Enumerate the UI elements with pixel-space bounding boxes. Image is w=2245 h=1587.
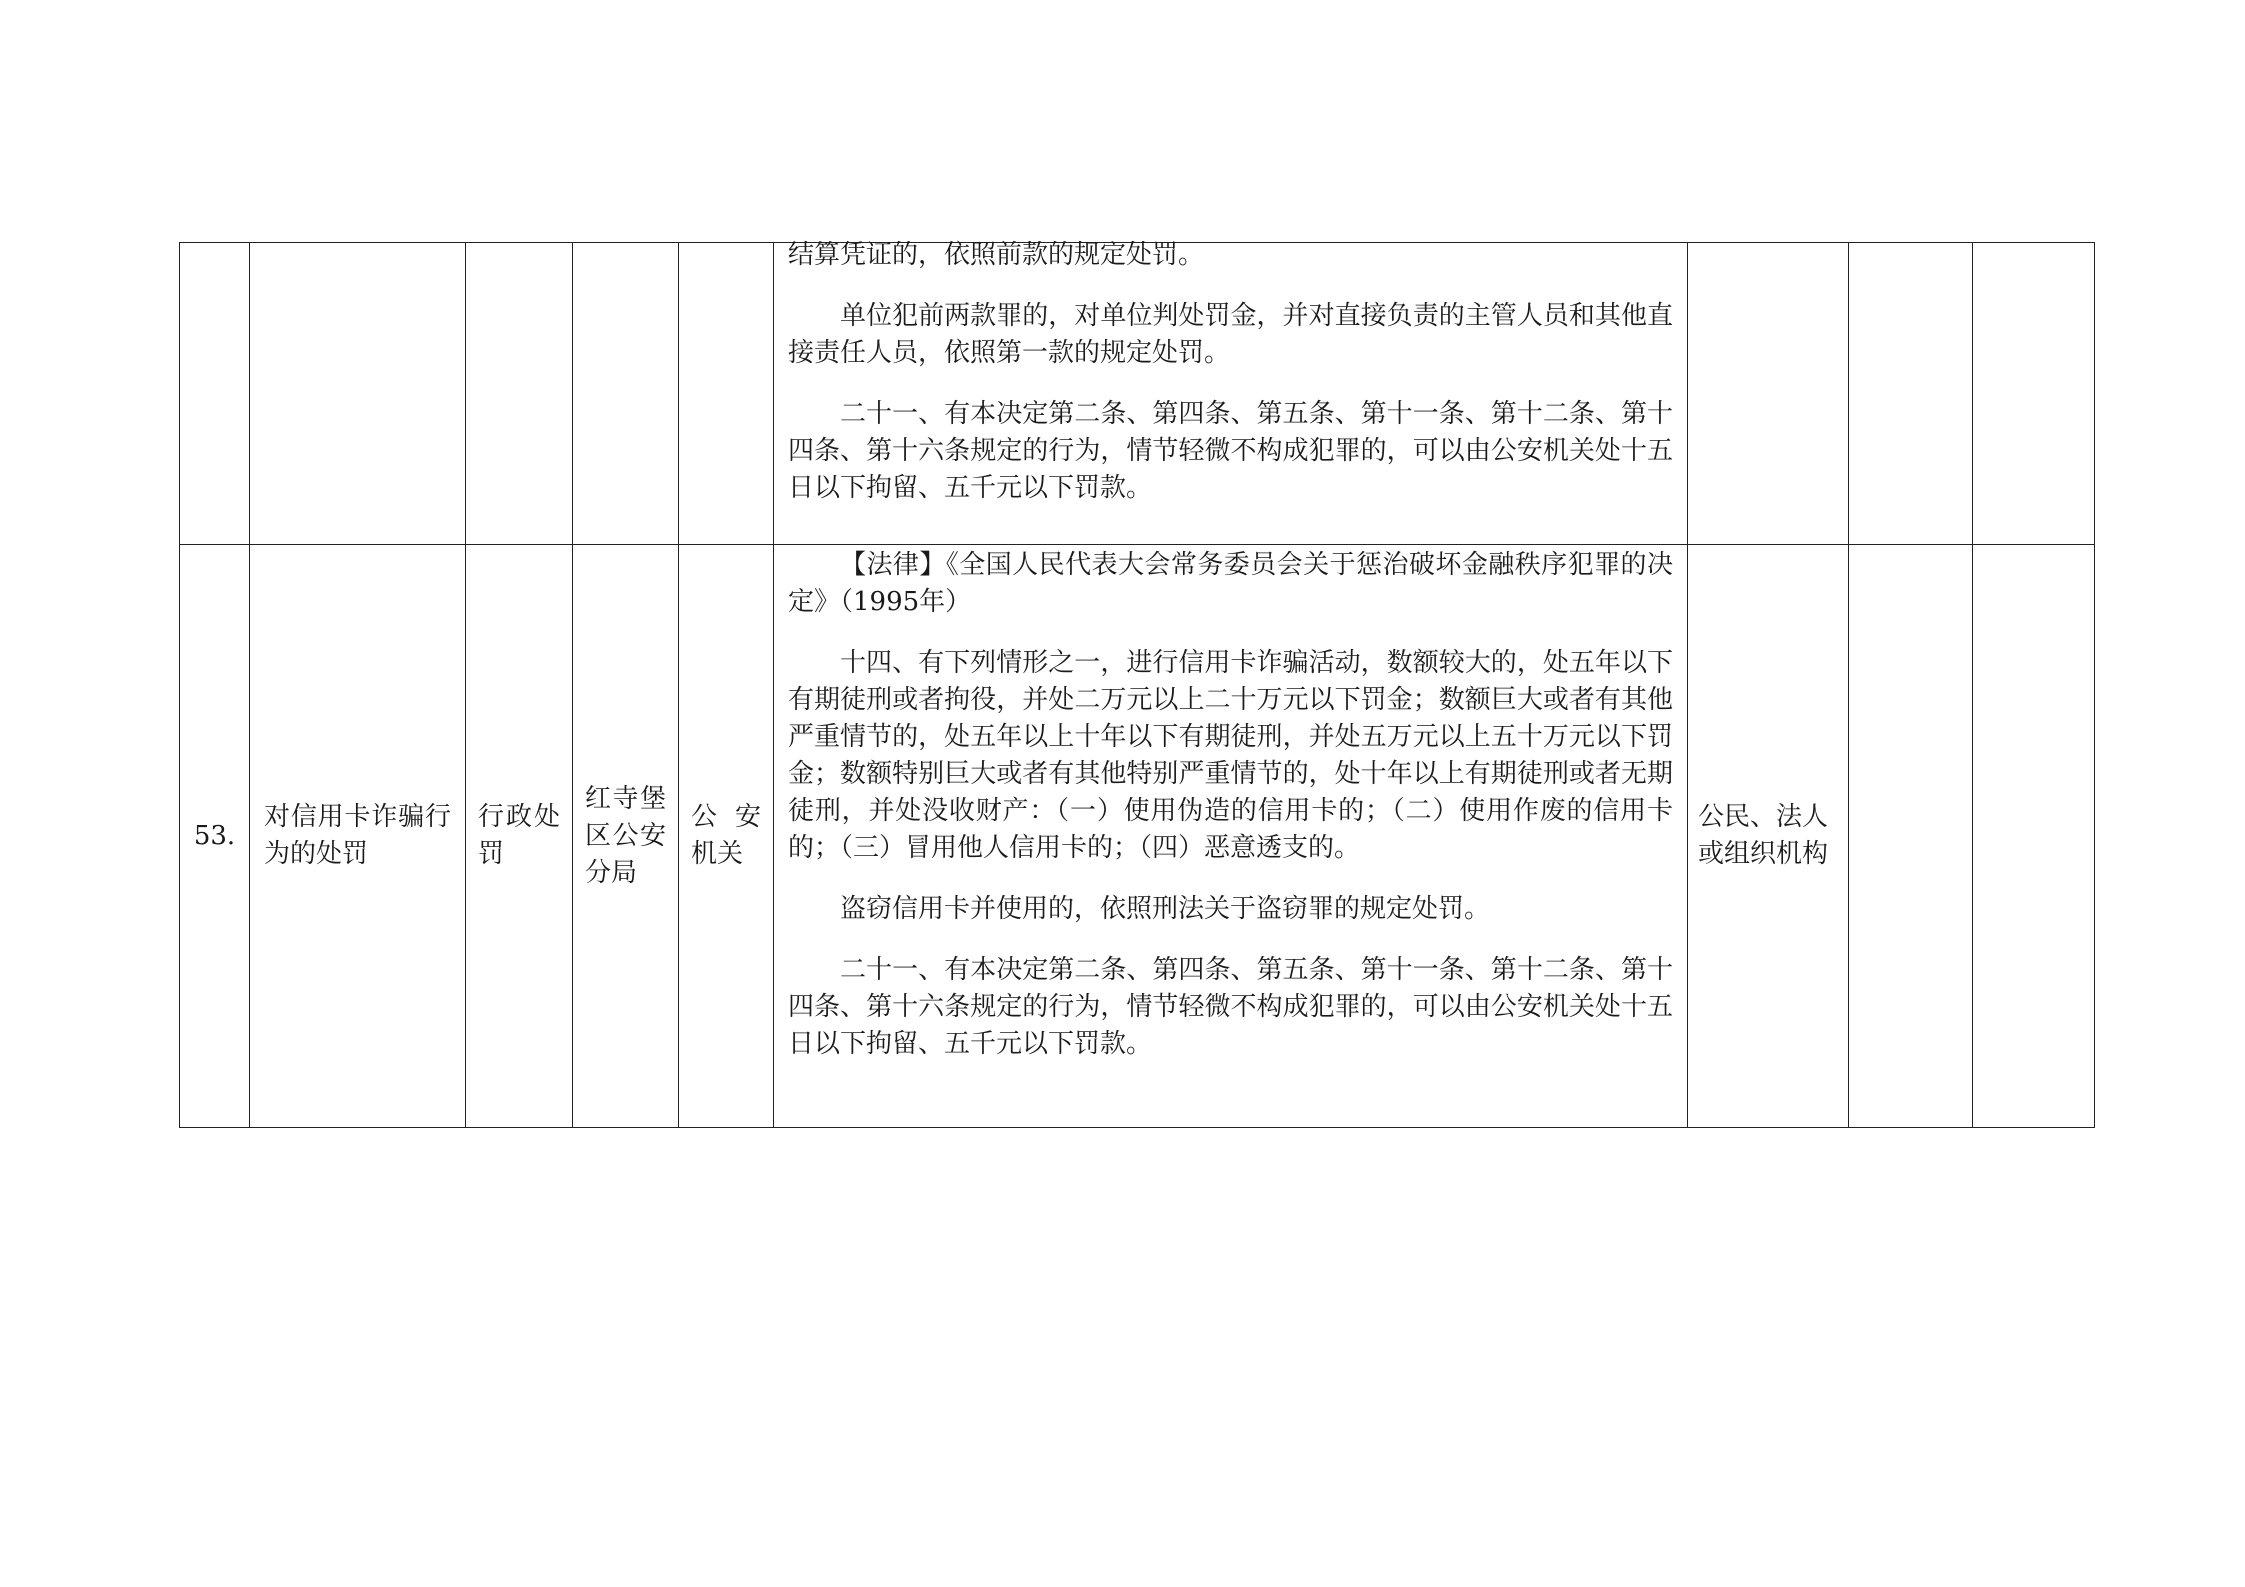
power-type-cell xyxy=(466,545,573,1128)
target-cell: 公民、法人或组织机构 xyxy=(1688,545,1849,1128)
legal-basis-paragraph: 结算凭证的，依照前款的规定处罚。 xyxy=(788,240,1205,270)
power-type-cell xyxy=(466,243,573,545)
table-row-continuation xyxy=(180,243,2095,545)
extra-cell-8 xyxy=(1849,243,1973,545)
extra-cell-8 xyxy=(1849,545,1973,1128)
legal-basis-paragraph: 单位犯前两款罪的，对单位判处罚金，并对直接负责的主管人员和其他直接责任人员，依照第一款的规定处罚。 xyxy=(788,301,1673,368)
power-list-table xyxy=(179,242,2095,1128)
legal-basis-paragraph: 十四、有下列情形之一，进行信用卡诈骗活动，数额较大的，处五年以下有期徒刑或者拘役，并处二万元以上二十万元以下罚金；数额巨大或者有其他严重情节的，处五年以上十年以下有期徒刑，并处五万元以上五十万元以下罚金；数额特别巨大或者有其他特别严重情节的，处十年以上有期徒刑或者无期徒刑，并处没收财产：（一）使用伪造的信用卡的；（二）使用作废的信用卡的；（三）冒用他人信用卡的；（四）恶意透支的。 xyxy=(788,648,1673,863)
law-title: 《全国人民代表大会常务委员会关于惩治破坏金融秩序犯罪的决定》（1995年） xyxy=(788,550,1673,617)
legal-basis-paragraph: 二十一、有本决定第二条、第四条、第五条、第十一条、第十二条、第十四条、第十六条规定的行为，情节轻微不构成犯罪的，可以由公安机关处十五日以下拘留、五千元以下罚款。 xyxy=(788,399,1673,503)
table-row-53 xyxy=(180,545,2095,1128)
dept-category-cell xyxy=(679,243,774,545)
dept-category-text: 公安机关 xyxy=(691,802,761,869)
item-name-text: 对信用卡诈骗行为的处罚 xyxy=(264,802,451,869)
legal-basis-heading xyxy=(788,547,1673,621)
extra-cell-9 xyxy=(1973,243,2095,545)
department-text: 红寺堡区公安分局 xyxy=(585,783,666,888)
department-cell xyxy=(573,243,679,545)
legal-basis-paragraph: 盗窃信用卡并使用的，依照刑法关于盗窃罪的规定处罚。 xyxy=(840,894,1491,924)
target-cell xyxy=(1688,243,1849,545)
legal-basis-paragraph: 二十一、有本决定第二条、第四条、第五条、第十一条、第十二条、第十四条、第十六条规定的行为，情节轻微不构成犯罪的，可以由公安机关处十五日以下拘留、五千元以下罚款。 xyxy=(788,955,1673,1059)
item-name-cell xyxy=(250,243,466,545)
dept-category-cell xyxy=(679,545,774,1128)
index-cell xyxy=(180,243,250,545)
extra-cell-9 xyxy=(1973,545,2095,1128)
law-bracket-label: 【法律】 xyxy=(840,550,946,580)
item-name-cell xyxy=(250,545,466,1128)
power-type-text: 行政处罚 xyxy=(478,802,560,869)
legal-basis-cell xyxy=(774,240,1688,545)
index-cell: 53. xyxy=(180,545,250,1128)
legal-basis-cell xyxy=(774,545,1688,1128)
department-cell xyxy=(573,545,679,1128)
